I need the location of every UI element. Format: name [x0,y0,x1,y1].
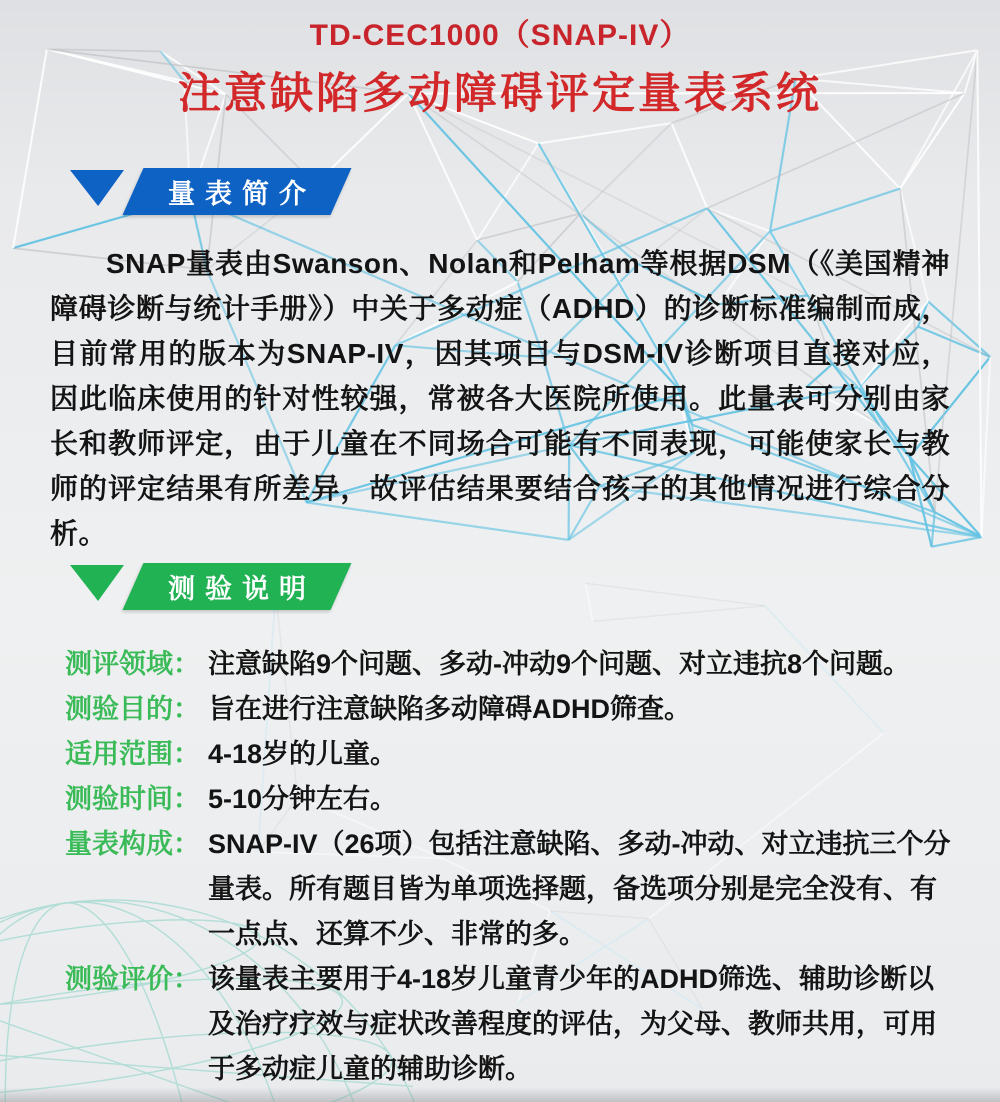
intro-banner-label: 量表简介 [168,179,316,209]
info-row-composition [65,822,953,957]
test-info-banner-label: 测验说明 [168,574,316,604]
info-content: 该量表主要用于4-18岁儿童青少年的ADHD筛选、辅助诊断以及治疗疗效与症状改善程度的评估，为父母、教师共用，可用于多动症儿童的辅助诊断。 [208,964,937,1084]
info-row-duration [65,777,953,822]
info-label: 测评领域： [65,649,200,679]
banner-triangle-icon [70,170,124,206]
banner-triangle-icon [70,565,124,601]
bottom-shade-band [0,1087,1000,1102]
info-content: 注意缺陷9个问题、多动-冲动9个问题、对立违抗8个问题。 [208,649,911,679]
banner-bar [123,168,352,215]
info-content: 旨在进行注意缺陷多动障碍ADHD筛查。 [208,694,691,724]
info-row-applicable-range [65,732,953,777]
info-label: 适用范围： [65,739,200,769]
info-content: SNAP-IV（26项）包括注意缺陷、多动-冲动、对立违抗三个分量表。所有题目皆为单项选择题，备选项分别是完全没有、有一点点、还算不少、非常的多。 [208,829,951,949]
page-title: 注意缺陷多动障碍评定量表系统 [178,70,822,118]
info-label: 测验评价： [65,964,200,994]
info-row-purpose [65,687,953,732]
info-label: 测验目的： [65,694,200,724]
section-banner-test-info [70,563,341,610]
info-label: 量表构成： [65,829,200,859]
section-banner-intro [70,168,341,215]
info-content: 4-18岁的儿童。 [208,739,398,769]
banner-bar [123,563,352,610]
info-content: 5-10分钟左右。 [208,784,398,814]
info-row-domains [65,642,953,687]
info-label: 测验时间： [65,784,200,814]
test-info-list [65,642,953,1092]
product-code: TD-CEC1000（SNAP-IV） [309,19,691,52]
intro-paragraph: SNAP量表由Swanson、Nolan和Pelham等根据DSM（《美国精神障碍诊断与统计手册》）中关于多动症（ADHD）的诊断标准编制而成，目前常用的版本为SNAP-IV，因其项目与DSM-IV诊断项目直接对应，因此临床使用的针对性较强，常被各大医院所使用。此量表可分别由家长和教师评定，由于儿童在不同场合可能有不同表现，可能使家长与教师的评定结果有所差异，故评估结果要结合孩子的其他情况进行综合分析。 [50,248,950,549]
info-row-evaluation [65,957,953,1092]
